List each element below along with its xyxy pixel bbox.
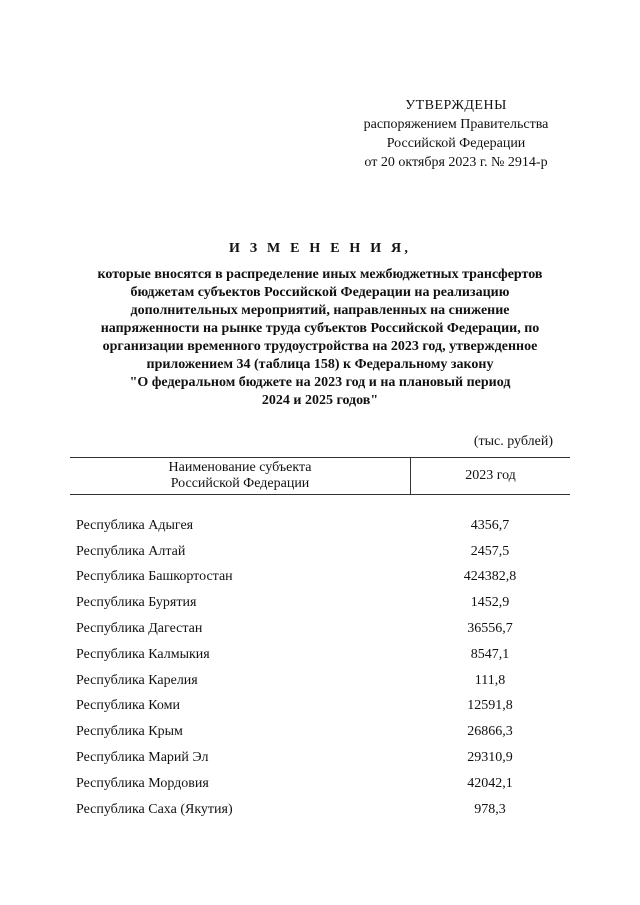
allocation-table (70, 457, 570, 823)
table-row (70, 642, 570, 668)
row-value: 12591,8 (467, 698, 513, 714)
heading-line: дополнительных мероприятий, направленных на снижение (130, 303, 510, 318)
table-row (70, 539, 570, 565)
heading-line: 2024 и 2025 годов" (261, 393, 379, 408)
approval-line-2: Российской Федерации (386, 136, 526, 151)
table-row (70, 771, 570, 797)
row-subject-name: Республика Адыгея (76, 517, 194, 533)
row-subject-name: Республика Мордовия (76, 775, 209, 791)
row-subject-name: Республика Башкортостан (76, 569, 233, 585)
row-subject-name: Республика Алтай (76, 543, 186, 559)
heading-line: организации временного трудоустройства на 2023 год, утвержденное (102, 339, 538, 354)
row-value: 42042,1 (467, 775, 513, 791)
row-value: 424382,8 (463, 569, 517, 585)
approval-line-1: распоряжением Правительства (363, 117, 549, 132)
document-heading (60, 240, 580, 410)
heading-title: И З М Е Н Е Н И Я, (228, 241, 412, 256)
table-row (70, 745, 570, 771)
header-year: 2023 год (465, 468, 516, 483)
table-body (70, 495, 570, 823)
row-value: 36556,7 (467, 621, 513, 637)
heading-line: приложением 34 (таблица 158) к Федеральному закону (146, 357, 494, 372)
row-subject-name: Республика Крым (76, 724, 183, 740)
table-row (70, 694, 570, 720)
table-row (70, 719, 570, 745)
table-header (70, 457, 570, 495)
table-row (70, 616, 570, 642)
table-row (70, 590, 570, 616)
units-label: (тыс. рублей) (473, 434, 553, 449)
approval-title: УТВЕРЖДЕНЫ (405, 98, 507, 113)
row-value: 29310,9 (467, 750, 513, 766)
heading-line: "О федеральном бюджете на 2023 год и на плановый период (129, 375, 511, 390)
approval-line-3: от 20 октября 2023 г. № 2914-р (364, 155, 548, 170)
row-subject-name: Республика Калмыкия (76, 646, 210, 662)
row-value: 4356,7 (470, 517, 510, 533)
header-subject-line-1: Наименование субъекта (168, 460, 312, 475)
row-value: 8547,1 (470, 646, 510, 662)
row-value: 2457,5 (470, 543, 510, 559)
row-subject-name: Республика Марий Эл (76, 750, 209, 766)
row-subject-name: Республика Бурятия (76, 595, 197, 611)
row-value: 1452,9 (470, 595, 510, 611)
heading-line: напряженности на рынке труда субъектов Российской Федерации, по (100, 321, 540, 336)
table-row (70, 668, 570, 694)
row-subject-name: Республика Дагестан (76, 621, 203, 637)
header-subject-line-2: Российской Федерации (170, 476, 310, 491)
heading-line: бюджетам субъектов Российской Федерации на реализацию (130, 285, 510, 300)
row-subject-name: Республика Коми (76, 698, 180, 714)
row-subject-name: Республика Саха (Якутия) (76, 801, 233, 817)
approval-block (340, 96, 572, 172)
row-value: 26866,3 (467, 724, 513, 740)
heading-line: которые вносятся в распределение иных межбюджетных трансфертов (97, 267, 543, 282)
table-row (70, 797, 570, 823)
table-row (70, 565, 570, 591)
header-subject (70, 458, 411, 494)
row-value: 111,8 (474, 672, 506, 688)
row-value: 978,3 (474, 801, 506, 817)
row-subject-name: Республика Карелия (76, 672, 198, 688)
table-row (70, 513, 570, 539)
